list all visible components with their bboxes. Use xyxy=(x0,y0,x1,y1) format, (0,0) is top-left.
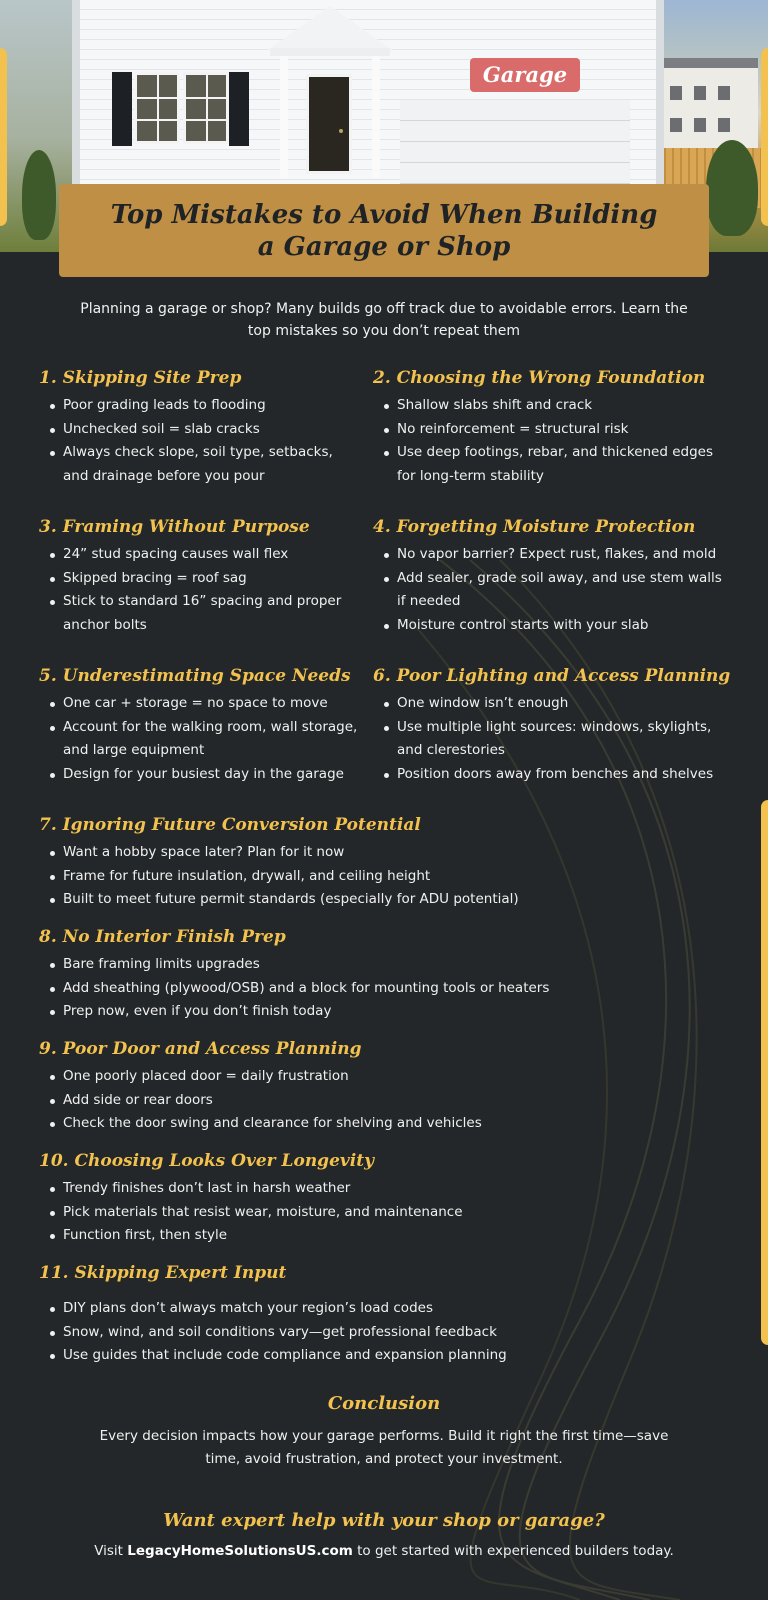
mistake-section xyxy=(39,1150,719,1248)
list-item: Account for the walking room, wall storage, and large equipment xyxy=(39,716,359,763)
section-title: 9. Poor Door and Access Planning xyxy=(39,1039,362,1059)
shrub xyxy=(706,140,758,236)
list-item: Always check slope, soil type, setbacks, and drainage before you pour xyxy=(39,441,359,488)
window xyxy=(134,72,180,144)
list-item: Use deep footings, rebar, and thickened edges for long-term stability xyxy=(373,441,733,488)
shrub xyxy=(22,150,56,240)
shutter xyxy=(229,72,249,146)
section-title: 4. Forgetting Moisture Protection xyxy=(373,517,696,537)
porch-column xyxy=(280,56,288,178)
section-title: 6. Poor Lighting and Access Planning xyxy=(373,666,731,686)
neighbor-house xyxy=(658,58,758,148)
mistake-section xyxy=(373,367,733,488)
shutter xyxy=(112,72,132,146)
list-item: One window isn’t enough xyxy=(373,692,733,716)
conclusion-title: Conclusion xyxy=(327,1393,441,1414)
section-title: 3. Framing Without Purpose xyxy=(39,517,310,537)
list-item: Skipped bracing = roof sag xyxy=(39,567,359,591)
list-item: Unchecked soil = slab cracks xyxy=(39,418,359,442)
list-item: Trendy finishes don’t last in harsh weather xyxy=(39,1177,719,1201)
mistake-section xyxy=(39,814,719,912)
mistake-section xyxy=(39,665,359,786)
mistake-section xyxy=(373,665,733,786)
cta-suffix: to get started with experienced builders today. xyxy=(357,1543,674,1559)
list-item: Position doors away from benches and shelves xyxy=(373,763,733,787)
section-title: 2. Choosing the Wrong Foundation xyxy=(373,368,706,388)
list-item: Add side or rear doors xyxy=(39,1089,719,1113)
title-banner xyxy=(59,184,709,277)
mistake-section xyxy=(39,1262,719,1368)
list-item: Check the door swing and clearance for shelving and vehicles xyxy=(39,1112,719,1136)
section-title: 11. Skipping Expert Input xyxy=(39,1263,287,1283)
garage-sign: Garage xyxy=(470,58,580,92)
list-item: Add sheathing (plywood/OSB) and a block for mounting tools or heaters xyxy=(39,977,719,1001)
section-title: 10. Choosing Looks Over Longevity xyxy=(39,1151,374,1171)
house-trim xyxy=(656,0,664,184)
mistake-section xyxy=(39,1038,719,1136)
list-item: Want a hobby space later? Plan for it now xyxy=(39,841,719,865)
porch-column xyxy=(372,56,380,178)
section-title: 7. Ignoring Future Conversion Potential xyxy=(39,815,421,835)
mistake-section xyxy=(39,367,359,488)
list-item: Snow, wind, and soil conditions vary—get professional feedback xyxy=(39,1321,719,1345)
cta-title: Want expert help with your shop or garage? xyxy=(163,1510,605,1531)
section-title: 8. No Interior Finish Prep xyxy=(39,927,286,947)
list-item: Moisture control starts with your slab xyxy=(373,614,733,638)
website-link[interactable]: LegacyHomeSolutionsUS.com xyxy=(127,1543,353,1559)
conclusion-text: Every decision impacts how your garage performs. Build it right the first time—save time, avoid frustration, and protect your investment. xyxy=(99,1428,669,1467)
list-item: Poor grading leads to flooding xyxy=(39,394,359,418)
list-item: One poorly placed door = daily frustration xyxy=(39,1065,719,1089)
section-title: 1. Skipping Site Prep xyxy=(39,368,242,388)
garage-door xyxy=(400,100,630,184)
list-item: DIY plans don’t always match your region’s load codes xyxy=(39,1297,719,1321)
list-item: Add sealer, grade soil away, and use stem walls if needed xyxy=(373,567,733,614)
house-trim xyxy=(72,0,80,184)
list-item: Use multiple light sources: windows, skylights, and clerestories xyxy=(373,716,733,763)
window xyxy=(183,72,229,144)
page-title: Top Mistakes to Avoid When Building a Garage or Shop xyxy=(110,199,658,262)
list-item: Prep now, even if you don’t finish today xyxy=(39,1000,719,1024)
cta-text xyxy=(0,1543,768,1559)
list-item: One car + storage = no space to move xyxy=(39,692,359,716)
list-item: Bare framing limits upgrades xyxy=(39,953,719,977)
side-accent xyxy=(0,48,7,226)
porch-beam xyxy=(270,48,390,56)
list-item: Function first, then style xyxy=(39,1224,719,1248)
list-item: Built to meet future permit standards (especially for ADU potential) xyxy=(39,888,719,912)
mistake-section xyxy=(39,926,719,1024)
list-item: Design for your busiest day in the garage xyxy=(39,763,359,787)
cta-prefix: Visit xyxy=(94,1543,123,1559)
mistake-section xyxy=(373,516,733,637)
mistake-section xyxy=(39,516,359,637)
side-accent xyxy=(761,48,768,226)
list-item: Use guides that include code compliance and expansion planning xyxy=(39,1344,719,1368)
list-item: Frame for future insulation, drywall, and ceiling height xyxy=(39,865,719,889)
list-item: Pick materials that resist wear, moisture, and maintenance xyxy=(39,1201,719,1225)
section-title: 5. Underestimating Space Needs xyxy=(39,666,351,686)
list-item: No reinforcement = structural risk xyxy=(373,418,733,442)
list-item: No vapor barrier? Expect rust, flakes, and mold xyxy=(373,543,733,567)
list-item: 24” stud spacing causes wall flex xyxy=(39,543,359,567)
list-item: Shallow slabs shift and crack xyxy=(373,394,733,418)
intro-text: Planning a garage or shop? Many builds go off track due to avoidable errors. Learn the top mistakes so you don’t repeat them xyxy=(80,301,688,339)
list-item: Stick to standard 16” spacing and proper anchor bolts xyxy=(39,590,359,637)
side-accent xyxy=(761,800,768,1345)
front-door xyxy=(306,74,352,174)
